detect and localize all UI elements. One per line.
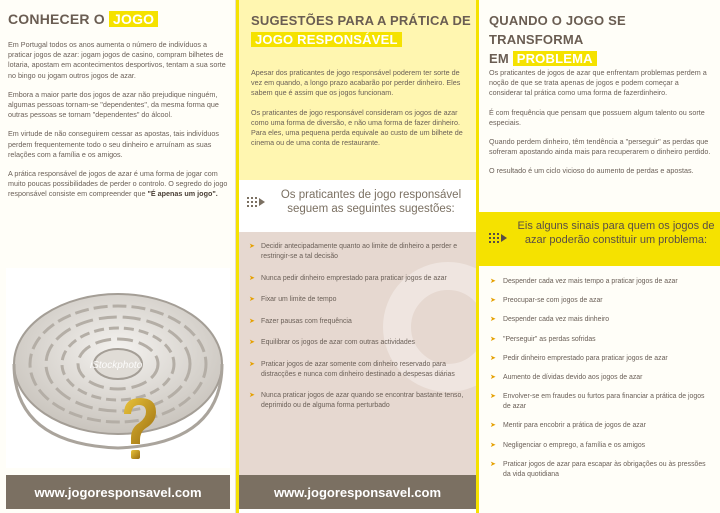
- panel3-title-pre: EM: [489, 51, 509, 66]
- list-item-text: Fazer pausas com frequência: [261, 317, 352, 325]
- list-item: [487, 421, 713, 431]
- panel1-paragraph-4-text: A prática responsável de jogos de azar é uma forma de jogar com muito poucas possibilidades de perder o controlo. O segredo do jogo responsável consiste em compreender que: [8, 169, 228, 199]
- list-item: [249, 391, 471, 411]
- panel2-title: [251, 11, 471, 49]
- panel2-title-line1: SUGESTÕES PARA A PRÁTICA DE: [251, 13, 471, 28]
- list-item: [249, 360, 471, 380]
- arrow-bullet-icon: ➤: [490, 335, 496, 343]
- arrow-bullet-icon: ➤: [490, 354, 496, 362]
- panel1-title-highlight: JOGO: [109, 11, 158, 27]
- panel2-heading: Os praticantes de jogo responsável seguem as seguintes sugestões:: [280, 189, 462, 215]
- arrow-bullet-icon: ➤: [249, 339, 255, 346]
- list-item: [487, 296, 713, 306]
- list-item-text: Equilibrar os jogos de azar com outras actividades: [261, 339, 415, 346]
- panel1-body: [8, 40, 230, 209]
- list-item: [249, 295, 471, 305]
- list-item-text: Despender cada vez mais tempo a praticar jogos de azar: [503, 278, 678, 285]
- arrow-bullet-icon: ➤: [249, 274, 255, 282]
- panel1-paragraph-2: Embora a maior parte dos jogos de azar não prejudique ninguém, algumas pessoas tornam-se "dependentes", da mesma forma que outras pessoas se tornam "dependentes" do álcool.: [8, 89, 219, 120]
- list-item-text: Nunca praticar jogos de azar quando se encontrar bastante tenso, deprimido ou de alguma forma perturbado: [261, 392, 464, 409]
- list-item-text: Envolver-se em fraudes ou furtos para financiar a prática de jogos de azar: [503, 393, 705, 411]
- list-item-text: Nunca pedir dinheiro emprestado para praticar jogos de azar: [261, 274, 447, 282]
- list-item: [249, 242, 471, 262]
- panel3-paragraph-4: O resultado é um ciclo vicioso do aumento de perdas e apostas.: [489, 166, 694, 176]
- list-item: [487, 335, 713, 345]
- list-item-text: Praticar jogos de azar somente com dinheiro reservado para distracções e nunca com dinheiro destinado a despesas diárias: [261, 360, 455, 378]
- panel3-signs-list: [487, 277, 713, 489]
- panel1-paragraph-4-bold: "É apenas um jogo".: [147, 189, 218, 199]
- panel-problema: [476, 0, 720, 513]
- list-item-text: Pedir dinheiro emprestado para praticar jogos de azar: [503, 354, 668, 362]
- panel3-title-highlight: PROBLEMA: [513, 51, 597, 66]
- list-item-text: Despender cada vez mais dinheiro: [503, 316, 610, 324]
- arrow-bullet-icon: ➤: [249, 360, 255, 368]
- panel2-footer-link[interactable]: www.jogoresponsavel.com: [239, 475, 476, 509]
- list-item: [249, 274, 471, 284]
- list-item: [249, 317, 471, 327]
- list-item-text: Mentir para encobrir a prática de jogos de azar: [503, 422, 646, 430]
- panel3-title-line1: QUANDO O JOGO SE TRANSFORMA: [489, 13, 626, 47]
- panel3-body: [489, 68, 711, 186]
- panel3-paragraph-3: Quando perdem dinheiro, têm tendência a "perseguir" as perdas que sofreram apostando ainda mais para recuperarem o dinheiro perdido.: [489, 137, 711, 157]
- arrow-bullet-icon: ➤: [490, 316, 496, 324]
- list-item: [487, 315, 713, 325]
- panel3-paragraph-2: É com frequência que pensam que possuem algum talento ou sorte especiais.: [489, 107, 705, 127]
- panel3-paragraph-1: Os praticantes de jogos de azar que enfrentam problemas perdem a noção de que se trata apenas de jogos e podem começar a considerar tal prática como uma forma de fazerdinheiro.: [489, 68, 707, 98]
- list-item: [487, 354, 713, 364]
- panel2-intro-paragraph-2: Os praticantes de jogo responsável consideram os jogos de azar como uma forma de diversão, e não uma forma de fazer dinheiro. Para eles, uma pequena perda equivale ao custo de um bilhete de cinema ou de uma conta de restaurante.: [251, 107, 463, 148]
- list-item: [487, 373, 713, 383]
- arrows-section-icon: [247, 195, 267, 213]
- panel2-suggestion-list: [249, 242, 471, 423]
- arrow-bullet-icon: ➤: [490, 441, 496, 449]
- arrow-bullet-icon: ➤: [490, 393, 496, 401]
- panel-sugestoes: [236, 0, 476, 513]
- list-item: [249, 338, 471, 348]
- list-item: [487, 277, 713, 287]
- panel2-intro: [251, 68, 467, 157]
- list-item-text: "Perseguir" as perdas sofridas: [503, 335, 596, 343]
- panel1-paragraph-3: Em virtude de não conseguirem cessar as apostas, tais indivíduos perdem frequentemente todo o seu dinheiro e arruínam as suas relações com a família e os amigos.: [8, 129, 219, 159]
- list-item-text: Decidir antecipadamente quanto ao limite de dinheiro a perder e restringir-se a tal decisão: [261, 243, 458, 260]
- panel2-intro-band: [239, 0, 476, 180]
- list-item-text: Negligenciar o emprego, a família e os amigos: [503, 441, 646, 449]
- list-item-text: Aumento de dívidas devido aos jogos de azar: [503, 373, 643, 381]
- panel-conhecer-o-jogo: [0, 0, 236, 513]
- arrow-bullet-icon: ➤: [249, 317, 255, 325]
- panel3-heading: Eis alguns sinais para quem os jogos de azar poderão constituir um problema:: [517, 220, 715, 246]
- panel2-heading-band: [239, 180, 476, 232]
- list-item: [487, 460, 713, 480]
- arrow-bullet-icon: ➤: [490, 297, 496, 305]
- stock-watermark: iStockphoto: [90, 360, 143, 371]
- panel1-footer-link[interactable]: www.jogoresponsavel.com: [6, 475, 230, 509]
- panel1-paragraph-4: [8, 169, 230, 200]
- arrow-bullet-icon: ➤: [249, 243, 255, 250]
- arrow-bullet-icon: ➤: [490, 278, 496, 285]
- arrows-section-icon: [489, 231, 509, 249]
- list-item: [487, 441, 713, 451]
- arrow-bullet-icon: ➤: [249, 296, 255, 303]
- list-item-text: Praticar jogos de azar para escapar às obrigações ou às pressões da vida quotidiana: [503, 460, 706, 478]
- panel2-intro-paragraph-1: Apesar dos praticantes de jogo responsável poderem ter sorte de vez em quando, a longo prazo acabarão por perder dinheiro. Eles sabem que é assim que os jogos funcionam.: [251, 68, 461, 98]
- panel3-title: [489, 11, 720, 68]
- arrow-bullet-icon: ➤: [490, 422, 496, 430]
- panel1-paragraph-1: Em Portugal todos os anos aumenta o número de indivíduos a praticar jogos de azar: jogam jogos de casino, compram bilhetes de lotaria, apostam em acontecimentos desportivos, tentam a sua sorte no bingo ou jogam outros jogos de azar.: [8, 40, 226, 80]
- list-item-text: Preocupar-se com jogos de azar: [503, 297, 603, 305]
- list-item: [487, 392, 713, 412]
- arrow-bullet-icon: ➤: [490, 460, 496, 468]
- arrow-bullet-icon: ➤: [490, 373, 496, 381]
- maze-image: [6, 268, 230, 468]
- panel2-suggestions: [239, 232, 476, 475]
- list-item-text: Fixar um limite de tempo: [261, 296, 337, 303]
- panel1-title: [8, 11, 158, 27]
- panel2-title-highlight: JOGO RESPONSÁVEL: [251, 32, 402, 47]
- panel3-heading-band: [479, 212, 720, 266]
- arrow-bullet-icon: ➤: [249, 392, 255, 399]
- panel1-title-text: CONHECER O: [8, 11, 105, 27]
